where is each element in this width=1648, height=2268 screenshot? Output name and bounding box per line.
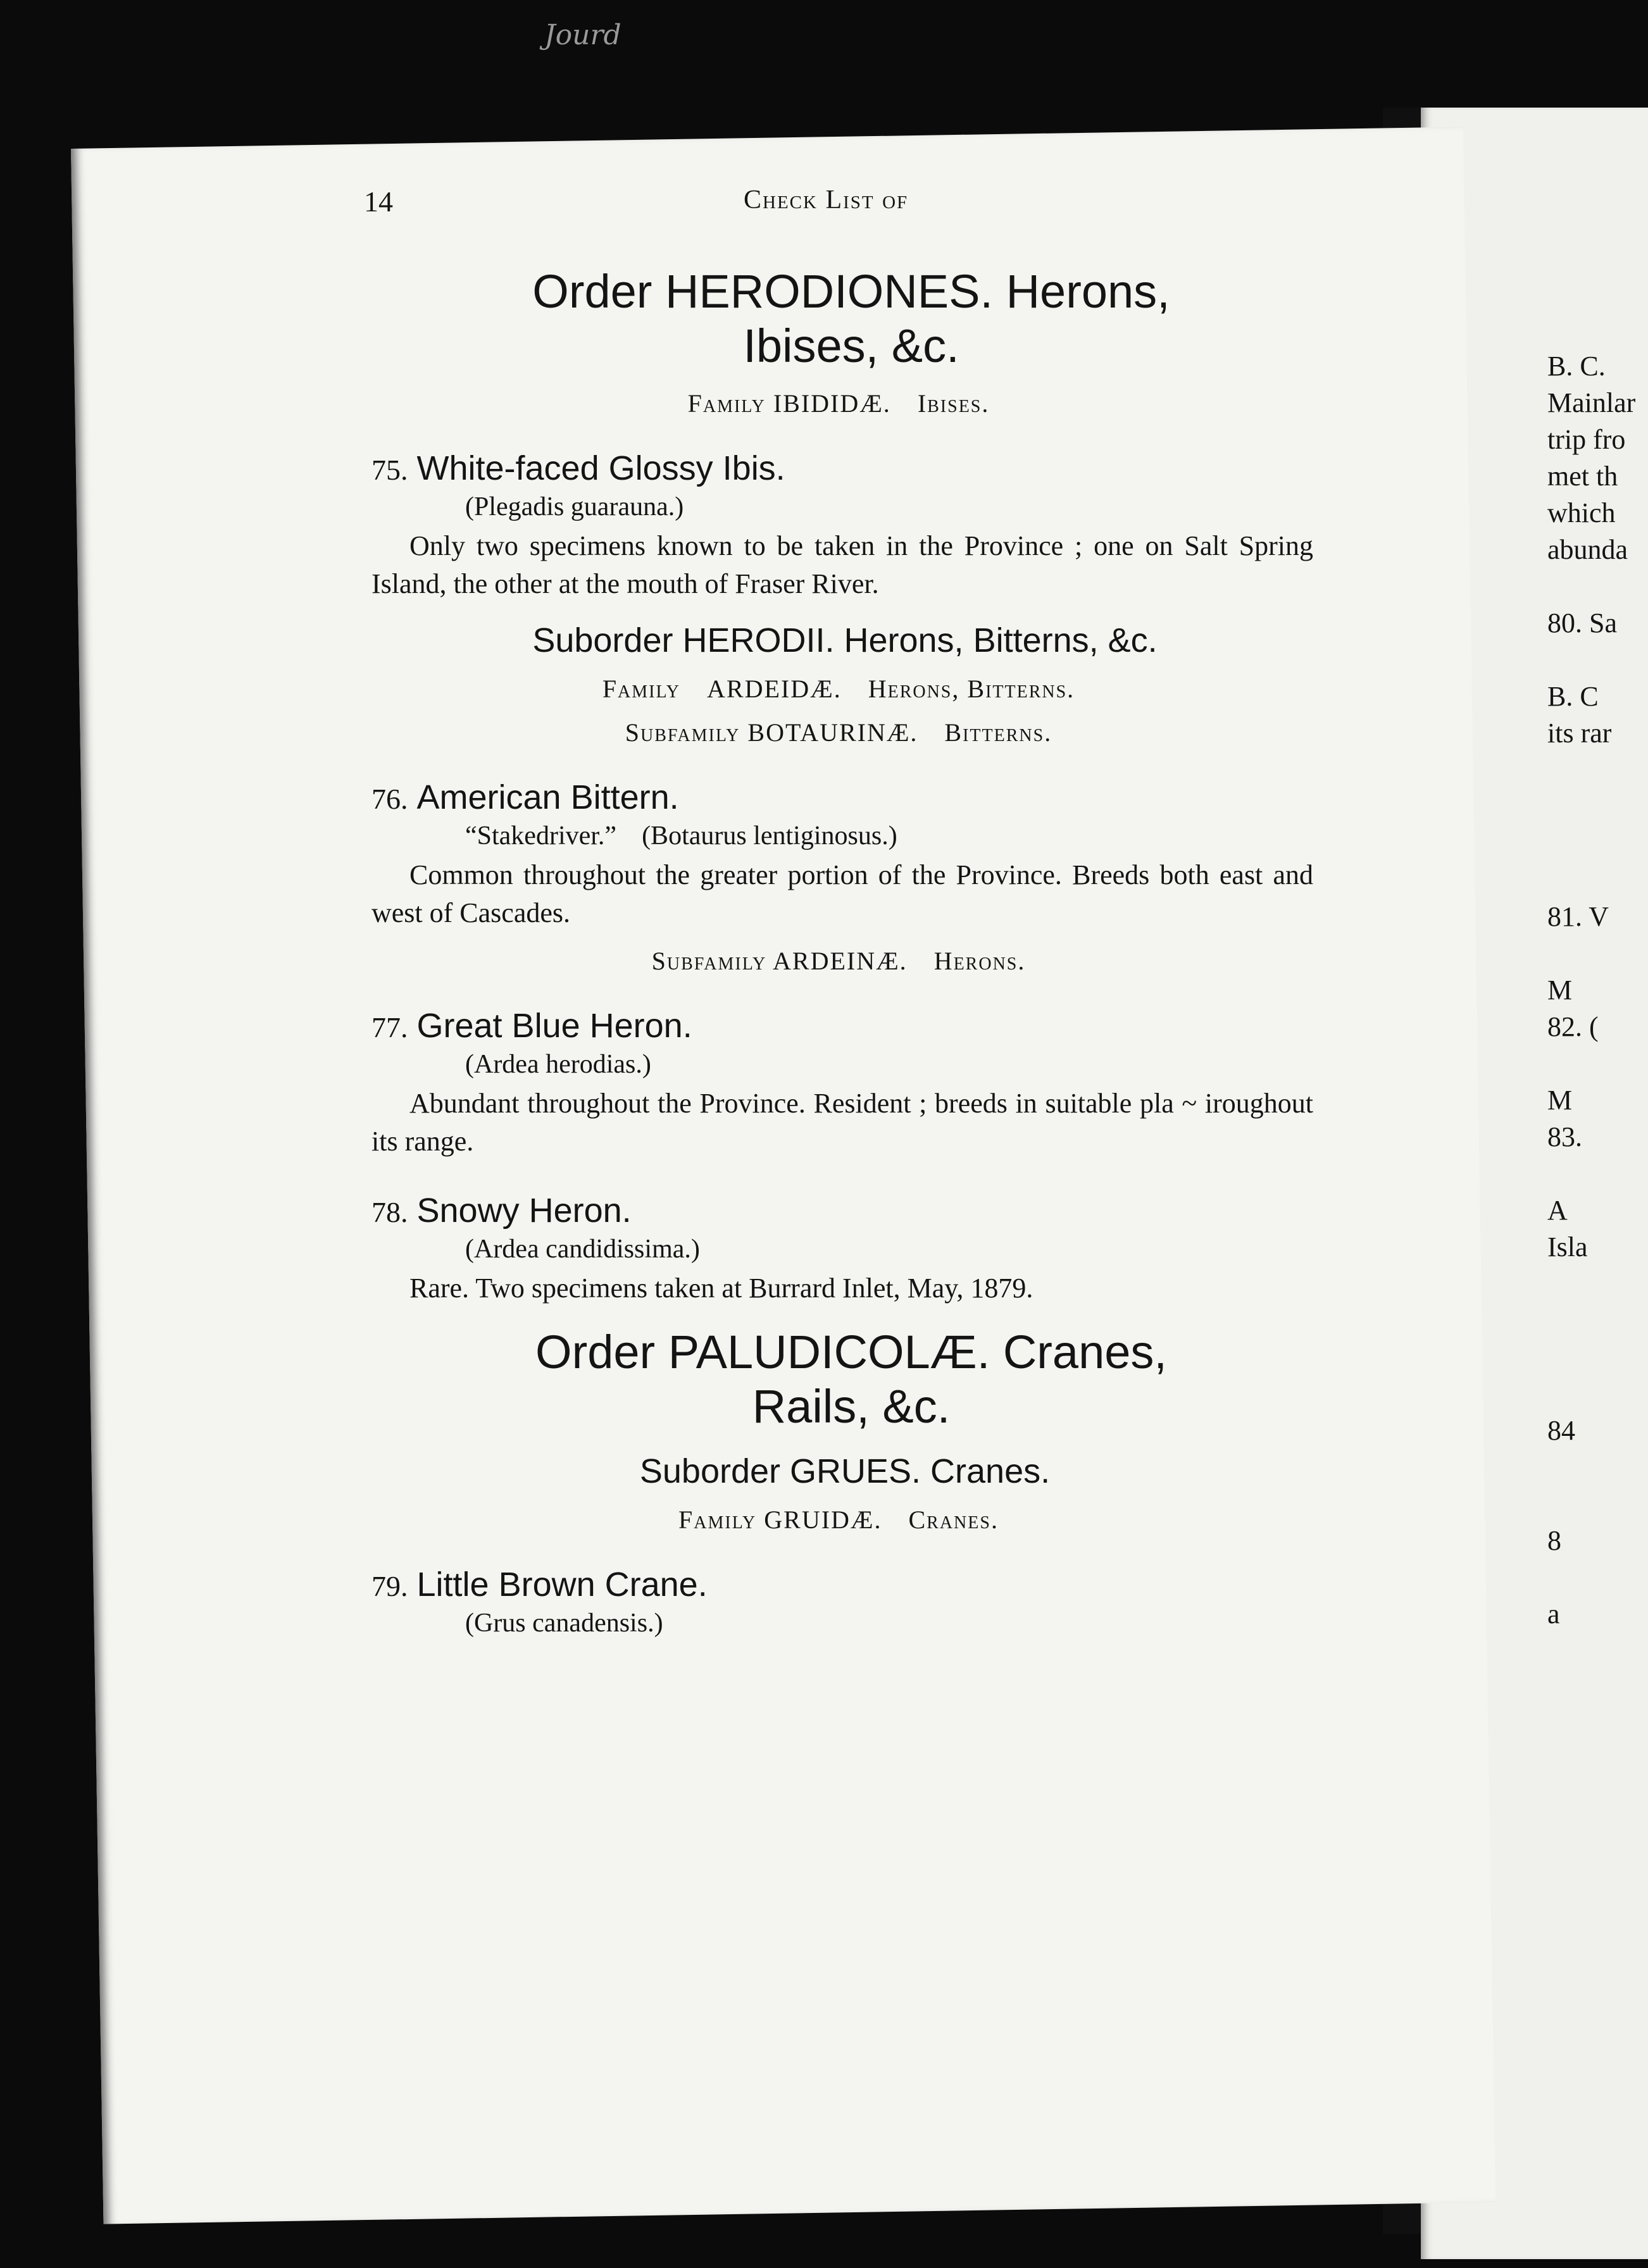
right-page-line (1547, 788, 1648, 825)
right-page-line: B. C (1547, 681, 1599, 712)
subfamily-common-name: Herons. (933, 947, 1026, 975)
family-common-name: Ibises. (917, 389, 990, 418)
species-title (364, 449, 1313, 488)
subfamily-heading-botaurinae (364, 718, 1313, 747)
family-name: GRUIDÆ. (764, 1505, 882, 1534)
species-notes: Only two specimens known to be taken in the Province ; one on Salt Spring Island, the other at the mouth of Fraser River. (371, 530, 1313, 599)
family-heading-ibididae (364, 389, 1313, 418)
family-common-name: Herons, Bitterns. (868, 675, 1075, 703)
species-name: Little Brown Crane. (416, 1566, 708, 1604)
species-title (364, 1006, 1313, 1045)
species-notes: Common throughout the greater portion of the Province. Breeds both east and west of Cascades. (371, 859, 1313, 928)
right-page-text (1547, 348, 1648, 1633)
subfamily-name: BOTAURINÆ. (747, 718, 918, 747)
species-vernacular-name: “Stakedriver.” (465, 821, 617, 850)
right-page-line (1547, 1266, 1648, 1302)
right-page-line: 81. V (1547, 901, 1609, 932)
family-label: Family (602, 675, 681, 703)
species-name: Snowy Heron. (416, 1192, 632, 1230)
species-title (364, 1191, 1313, 1230)
right-page-line (1547, 568, 1648, 605)
right-page-line (1547, 1045, 1648, 1082)
species-name: Great Blue Heron. (416, 1007, 692, 1045)
species-latin-line (364, 821, 1313, 851)
right-page-line (1547, 1376, 1648, 1412)
family-heading-gruidae (364, 1505, 1313, 1535)
subfamily-heading-ardeinae (364, 946, 1313, 976)
species-latin-name: (Ardea candidissima.) (465, 1235, 700, 1264)
right-page-line (1547, 1156, 1648, 1192)
family-label: Family (687, 389, 766, 418)
species-entry-79 (364, 1565, 1313, 1638)
order-heading-herodiones (364, 265, 1313, 373)
right-page-line: trip fro (1547, 424, 1626, 455)
right-page-line: 83. (1547, 1121, 1582, 1152)
order-heading-paludicolae (364, 1325, 1313, 1434)
family-name: ARDEIDÆ. (707, 675, 842, 703)
species-latin-name: (Grus canadensis.) (465, 1609, 663, 1638)
species-number: 76. (371, 783, 408, 815)
handwritten-scribble: Jourd (544, 19, 621, 51)
species-notes: Abundant throughout the Province. Resident ; breeds in suitable pla ~ iroughout its range. (371, 1088, 1313, 1157)
right-page-line (1547, 825, 1648, 862)
subfamily-common-name: Bitterns. (944, 718, 1052, 747)
right-page-line: 82. ( (1547, 1011, 1599, 1042)
right-page-line (1547, 1559, 1648, 1596)
species-entry-76 (364, 778, 1313, 932)
species-name: White-faced Glossy Ibis. (416, 449, 785, 487)
right-page-line: a (1547, 1598, 1560, 1629)
order-heading-line-2: Ibises, &c. (743, 320, 959, 372)
page-number: 14 (364, 185, 393, 218)
right-page-line: abunda (1547, 534, 1628, 565)
right-page-line: 80. Sa (1547, 608, 1617, 639)
family-name: IBIDIDÆ. (773, 389, 891, 418)
species-latin-name: (Plegadis guarauna.) (465, 492, 684, 521)
subfamily-label: Subfamily (651, 947, 767, 975)
page-body (364, 247, 1313, 1638)
right-page-line (1547, 1302, 1648, 1339)
right-page-line: 84 (1547, 1415, 1575, 1446)
right-page-line: met th (1547, 461, 1618, 492)
species-number: 78. (371, 1196, 408, 1228)
order-heading-line-2: Rails, &c. (752, 1380, 951, 1433)
species-entry-77 (364, 1006, 1313, 1161)
right-page-line (1547, 752, 1648, 788)
family-label: Family (678, 1505, 757, 1534)
right-page-line: Mainlar (1547, 387, 1636, 418)
right-page-line: 8 (1547, 1525, 1561, 1556)
right-page-line (1547, 642, 1648, 678)
order-heading-line-1: Order PALUDICOLÆ. Cranes, (535, 1326, 1167, 1378)
right-page-line (1547, 1339, 1648, 1376)
subfamily-label: Subfamily (625, 718, 740, 747)
species-entry-75 (364, 449, 1313, 603)
right-page-line (1547, 1449, 1648, 1486)
species-title (364, 778, 1313, 817)
species-title (364, 1565, 1313, 1604)
suborder-heading-herodii: Suborder HERODII. Herons, Bitterns, &c. (532, 621, 1158, 659)
right-page-line: M (1547, 1085, 1573, 1116)
right-page-line (1547, 862, 1648, 899)
family-heading-ardeidae (364, 674, 1313, 704)
suborder-heading-grues: Suborder GRUES. Cranes. (639, 1452, 1051, 1490)
species-notes: Rare. Two specimens taken at Burrard Inlet, May, 1879. (409, 1273, 1033, 1304)
family-common-name: Cranes. (908, 1505, 999, 1534)
species-latin-name: (Botaurus lentiginosus.) (642, 821, 897, 850)
right-page-line: B. C. (1547, 351, 1606, 382)
species-number: 75. (371, 454, 408, 486)
right-page-line (1547, 935, 1648, 972)
page-header (364, 177, 1364, 234)
order-heading-line-1: Order HERODIONES. Herons, (532, 265, 1170, 318)
species-entry-78 (364, 1191, 1313, 1307)
running-title: Check List of (744, 185, 909, 215)
species-latin-name: (Ardea herodias.) (465, 1050, 651, 1079)
species-number: 79. (371, 1570, 408, 1602)
right-page-line: Isla (1547, 1231, 1588, 1262)
species-name: American Bittern. (416, 778, 679, 816)
right-page-line: M (1547, 975, 1573, 1006)
right-page-line: A (1547, 1195, 1568, 1226)
right-page-line: its rar (1547, 718, 1612, 749)
right-page-line: which (1547, 497, 1616, 528)
right-page-line (1547, 1486, 1648, 1523)
species-number: 77. (371, 1011, 408, 1044)
subfamily-name: ARDEINÆ. (773, 947, 908, 975)
